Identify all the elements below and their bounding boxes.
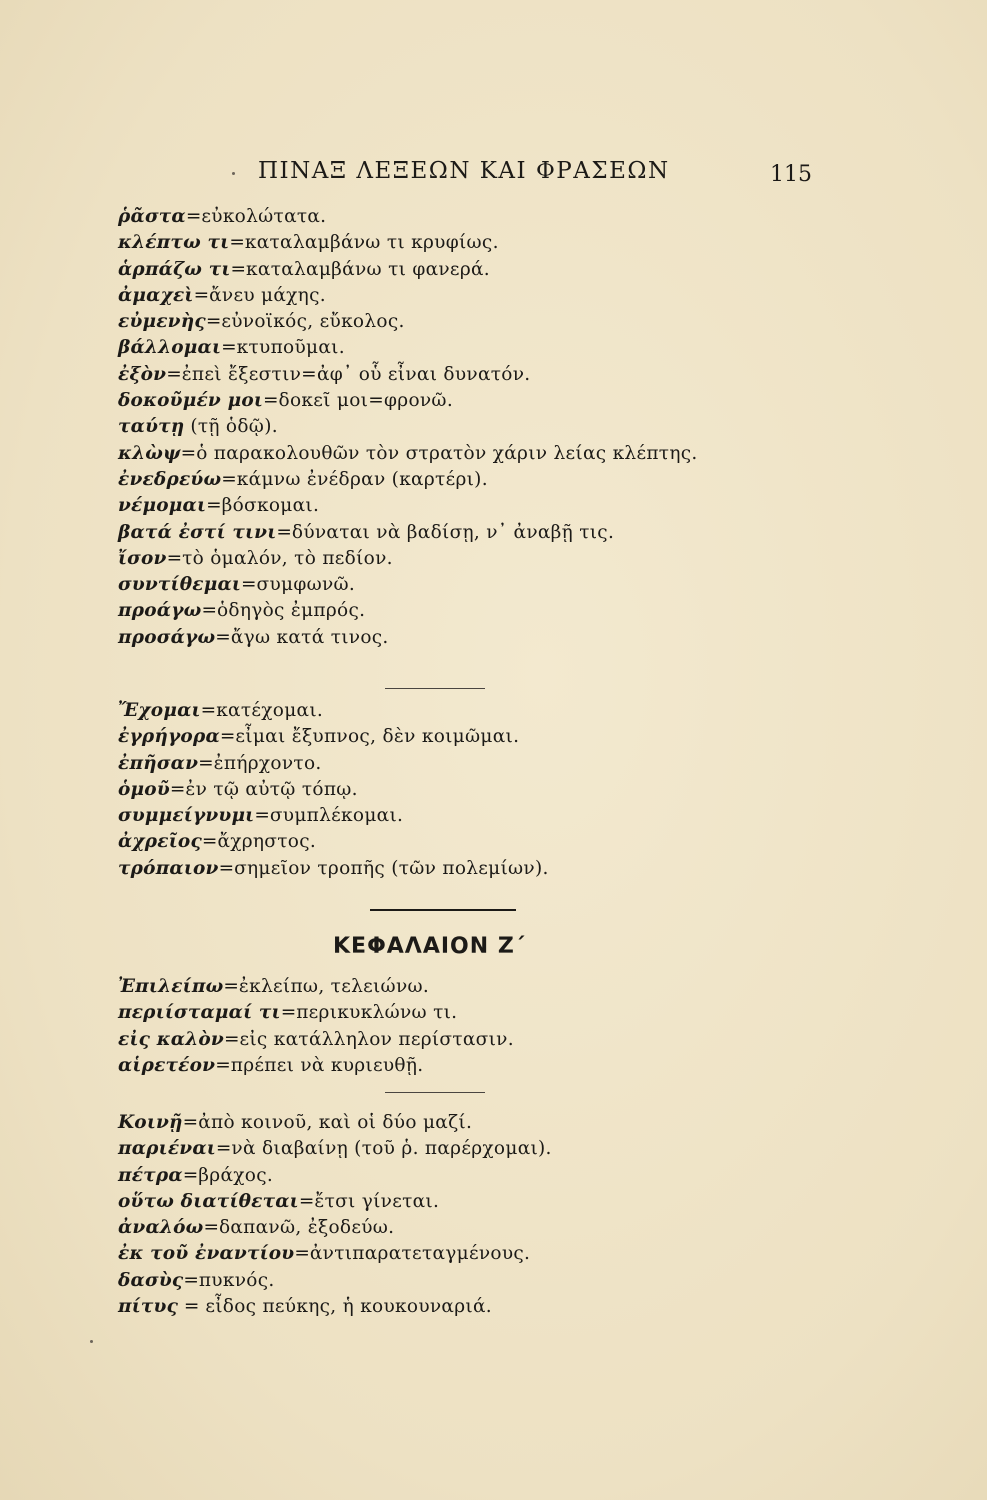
glossary-entry — [118, 1268, 878, 1294]
entry-definition: ἄνευ μάχης. — [209, 284, 326, 306]
entry-term: Κοινῇ — [118, 1112, 183, 1133]
equals-sign: = — [200, 700, 217, 721]
glossary-entry — [118, 441, 878, 467]
equals-sign: = — [276, 521, 292, 543]
entry-definition: ἐκλείπω, τελειώνω. — [238, 976, 430, 997]
glossary-entry — [118, 1163, 878, 1189]
entry-term: ἀναλόω — [118, 1217, 204, 1239]
glossary-section-3 — [118, 974, 878, 1079]
equals-sign: = — [280, 1002, 297, 1024]
glossary-entry — [118, 335, 878, 361]
equals-sign: = — [183, 1269, 199, 1291]
entry-definition: δαπανῶ, ἐξοδεύω. — [218, 1217, 395, 1239]
equals-sign: = — [215, 1054, 231, 1076]
entry-term: πέτρα — [118, 1164, 183, 1186]
entry-definition: κατέχομαι. — [216, 700, 324, 721]
glossary-entry — [118, 1136, 878, 1162]
equals-sign: = — [180, 442, 197, 464]
entry-definition: περικυκλώνω τι. — [296, 1002, 458, 1024]
equals-sign: = — [241, 574, 257, 596]
equals-sign: = — [182, 1112, 199, 1133]
glossary-entry — [118, 1294, 878, 1320]
entry-definition: βόσκομαι. — [221, 495, 320, 517]
speck — [232, 172, 235, 175]
entry-definition: ὁ παρακολουθῶν τὸν στρατὸν χάριν λείας κλέπτης. — [196, 442, 698, 464]
glossary-section-4 — [118, 1110, 878, 1320]
equals-sign: = — [201, 831, 218, 853]
glossary-entry — [118, 724, 878, 750]
equals-sign: = — [206, 495, 222, 517]
equals-sign: = — [229, 232, 245, 254]
section-divider — [385, 1092, 485, 1093]
glossary-entry — [118, 698, 878, 724]
speck — [90, 1340, 93, 1343]
glossary-entry — [118, 309, 878, 335]
entry-definition: σημεῖον τροπῆς (τῶν πολεμίων). — [234, 857, 549, 879]
entry-term: ἐπῆσαν — [118, 752, 199, 774]
entry-definition: ἐπήρχοντο. — [213, 752, 322, 774]
glossary-entry — [118, 520, 878, 546]
header-title: ΠΙΝΑΞ ΛΕΞΕΩΝ ΚΑΙ ΦΡΑΣΕΩΝ — [258, 158, 670, 184]
entry-term: ἴσον — [118, 547, 167, 569]
entry-definition: βράχος. — [198, 1164, 274, 1186]
entry-definition: τὸ ὁμαλόν, τὸ πεδίον. — [182, 547, 393, 569]
entry-definition: εὐνοϊκός, εὔκολος. — [221, 311, 405, 333]
glossary-entry — [118, 625, 878, 651]
glossary-section-2 — [118, 698, 878, 882]
entry-term: κλὼψ — [118, 442, 181, 464]
glossary-entry — [118, 1189, 878, 1215]
glossary-entry — [118, 257, 878, 283]
entry-term: ἐγρήγορα — [118, 726, 220, 748]
entry-definition: δύναται νὰ βαδίσῃ, ν᾽ ἀναβῇ τις. — [291, 521, 615, 543]
glossary-entry — [118, 204, 878, 230]
equals-sign: = — [298, 1190, 315, 1212]
equals-sign: = — [219, 726, 236, 748]
glossary-entry — [118, 777, 878, 803]
equals-sign: = — [182, 1164, 199, 1186]
entry-definition: ἐν τῷ αὐτῷ τόπῳ. — [185, 778, 358, 800]
equals-sign: = — [215, 1138, 232, 1160]
entry-term: τρόπαιον — [118, 857, 219, 879]
entry-definition: ἐπεὶ ἔξεστιν=ἀφ᾽ οὗ εἶναι δυνατόν. — [181, 363, 531, 385]
equals-sign: = — [185, 206, 202, 227]
entry-definition: καταλαμβάνω τι κρυφίως. — [244, 232, 499, 254]
equals-sign: = — [166, 547, 183, 569]
equals-sign: = — [218, 857, 235, 879]
entry-definition: εἶδος πεύκης, ἡ κουκουναριά. — [205, 1296, 492, 1318]
entry-term: Ἔχομαι — [118, 700, 201, 721]
entry-term: προάγω — [118, 600, 202, 622]
entry-term: ἐξὸν — [118, 363, 167, 385]
equals-sign: = — [223, 1028, 240, 1050]
entry-term: ἀμαχεὶ — [118, 284, 194, 306]
glossary-entry — [118, 1241, 878, 1267]
equals-sign: = — [178, 1296, 206, 1318]
running-header — [0, 158, 987, 194]
glossary-entry — [118, 803, 878, 829]
entry-term: συντίθεμαι — [118, 574, 242, 596]
entry-definition: ἔτσι γίνεται. — [314, 1190, 440, 1212]
glossary-entry — [118, 1110, 878, 1136]
entry-term: κλέπτω τι — [118, 232, 230, 254]
glossary-entry — [118, 1215, 878, 1241]
entry-definition: ἄγω κατά τινος. — [230, 626, 389, 648]
glossary-entry — [118, 414, 878, 440]
entry-term: προσάγω — [118, 626, 216, 648]
entry-definition: ὁδηγὸς ἐμπρός. — [216, 600, 366, 622]
equals-sign: = — [230, 258, 247, 280]
entry-term: βατά ἐστί τινι — [118, 521, 277, 543]
entry-definition: συμπλέκομαι. — [269, 805, 404, 827]
equals-sign: = — [166, 363, 182, 385]
glossary-entry — [118, 751, 878, 777]
equals-sign: = — [263, 390, 279, 412]
entry-definition: ἀπὸ κοινοῦ, καὶ οἱ δύο μαζί. — [198, 1112, 473, 1133]
entry-term: δοκοῦμέν μοι — [118, 390, 264, 412]
entry-definition: καταλαμβάνω τι φανερά. — [246, 258, 490, 280]
entry-definition: νὰ διαβαίνῃ (τοῦ ῥ. παρέρχομαι). — [231, 1138, 552, 1160]
glossary-entry — [118, 1053, 878, 1079]
entry-definition: πρέπει νὰ κυριευθῇ. — [230, 1054, 424, 1076]
glossary-entry — [118, 283, 878, 309]
entry-definition: εὐκολώτατα. — [201, 206, 327, 227]
entry-term: ἐνεδρεύω — [118, 468, 222, 490]
equals-sign: = — [169, 778, 186, 800]
entry-definition: δοκεῖ μοι=φρονῶ. — [278, 390, 453, 412]
equals-sign: = — [201, 600, 217, 622]
equals-sign: = — [198, 752, 214, 774]
glossary-entry — [118, 388, 878, 414]
equals-sign: = — [215, 626, 231, 648]
entry-term: παριέναι — [118, 1138, 216, 1160]
glossary-entry — [118, 493, 878, 519]
entry-term: εὐμενὴς — [118, 311, 206, 333]
entry-term: βάλλομαι — [118, 337, 222, 359]
section-divider — [385, 688, 485, 689]
glossary-section-1 — [118, 204, 878, 651]
glossary-entry — [118, 1027, 878, 1053]
equals-sign: = — [294, 1243, 310, 1265]
entry-definition: πυκνός. — [198, 1269, 275, 1291]
glossary-entry — [118, 572, 878, 598]
entry-term: Ἐπιλείπω — [118, 976, 224, 997]
entry-term: εἰς καλὸν — [118, 1028, 224, 1050]
entry-term: περιίσταμαί τι — [118, 1002, 281, 1024]
glossary-entry — [118, 974, 878, 1000]
entry-definition: κτυποῦμαι. — [236, 337, 345, 359]
equals-sign: = — [221, 468, 237, 490]
entry-definition: ἄχρηστος. — [217, 831, 317, 853]
entry-definition: εἰς κατάλληλον περίστασιν. — [239, 1028, 514, 1050]
entry-term: συμμείγνυμι — [118, 805, 255, 827]
entry-term: ὁμοῦ — [118, 778, 170, 800]
page-number: 115 — [770, 162, 812, 187]
glossary-entry — [118, 467, 878, 493]
entry-term: οὕτω διατίθεται — [118, 1190, 299, 1212]
entry-term: ἀχρεῖος — [118, 831, 202, 853]
entry-term: ταύτῃ — [118, 416, 185, 438]
equals-sign: = — [203, 1217, 219, 1239]
glossary-entry — [118, 1000, 878, 1026]
entry-definition: συμφωνῶ. — [256, 574, 356, 596]
equals-sign: = — [223, 976, 239, 997]
glossary-entry — [118, 856, 878, 882]
glossary-entry — [118, 230, 878, 256]
entry-term: ἁρπάζω τι — [118, 258, 231, 280]
entry-term: ἐκ τοῦ ἐναντίου — [118, 1243, 295, 1265]
equals-sign: = — [205, 311, 222, 333]
equals-sign: = — [193, 284, 210, 306]
entry-definition: κάμνω ἐνέδραν (καρτέρι). — [236, 468, 488, 490]
equals-sign: = — [254, 805, 270, 827]
entry-term: δασὺς — [118, 1269, 184, 1291]
entry-term: αἱρετέον — [118, 1054, 216, 1076]
glossary-entry — [118, 546, 878, 572]
equals-sign: = — [221, 337, 237, 359]
glossary-entry — [118, 362, 878, 388]
chapter-heading: ΚΕΦΑΛΑΙΟΝ Ζ΄ — [333, 934, 526, 959]
chapter-rule — [370, 909, 516, 911]
entry-term: πίτυς — [118, 1296, 179, 1318]
entry-term: ῥᾶστα — [118, 206, 186, 227]
glossary-entry — [118, 598, 878, 624]
glossary-entry — [118, 829, 878, 855]
entry-term: νέμομαι — [118, 495, 207, 517]
entry-definition: (τῇ ὁδῷ). — [190, 416, 278, 438]
entry-definition: εἶμαι ἔξυπνος, δὲν κοιμῶμαι. — [235, 726, 520, 748]
entry-definition: ἀντιπαρατεταγμένους. — [309, 1243, 531, 1265]
